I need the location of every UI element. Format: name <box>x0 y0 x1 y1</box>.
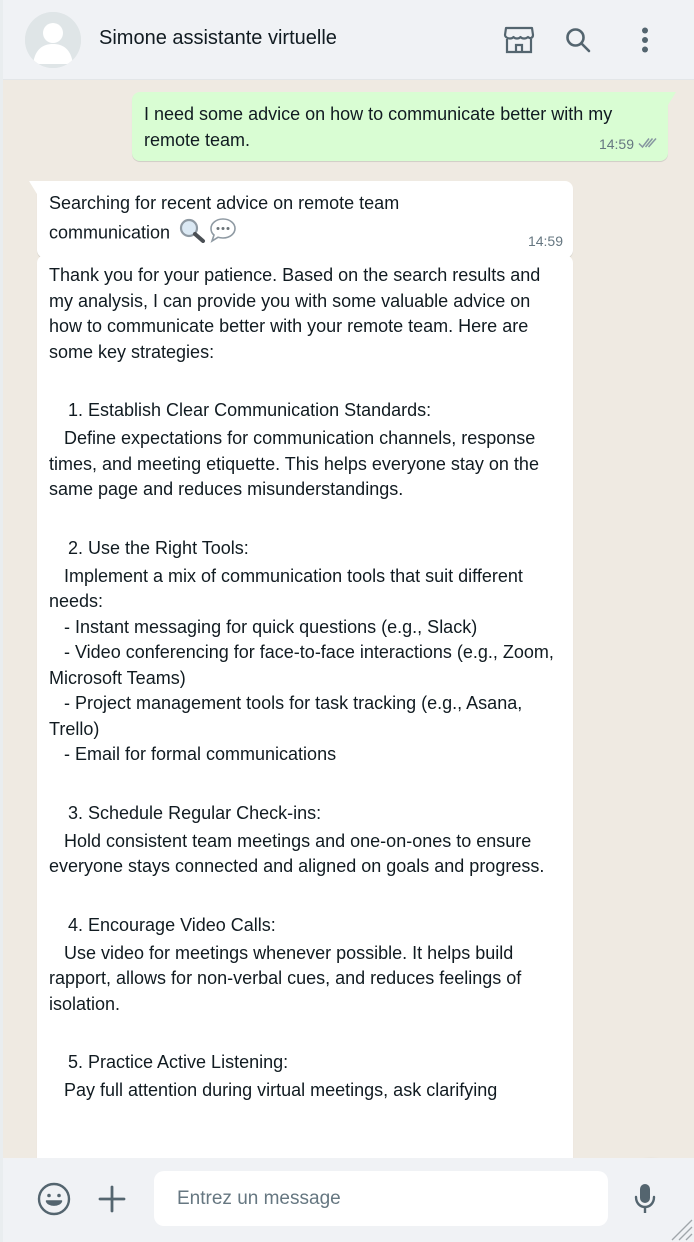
advice-bullet: - Instant messaging for quick questions (e.g., Slack) <box>64 616 478 637</box>
chat-panel[interactable] <box>3 80 694 1158</box>
message-meta <box>528 229 563 255</box>
advice-heading: 5. Practice Active Listening: <box>68 1052 289 1072</box>
store-icon[interactable] <box>501 22 537 58</box>
chat-title[interactable]: Simone assistante virtuelle <box>99 27 337 49</box>
more-vertical-icon[interactable] <box>627 22 663 58</box>
advice-bullet: - Email for formal communications <box>64 744 337 764</box>
incoming-message-searching[interactable] <box>37 181 573 258</box>
advice-intro: Thank you for your patience. Based on the search results and my analysis, I can provide you with some valuable advice on how to communicate better with your remote team. Here are some key strategies: <box>49 265 541 362</box>
magnifier-emoji-icon <box>177 217 207 251</box>
advice-body: Hold consistent team meetings and one-on-ones to ensure everyone stays connected and aligned on goals and progress. <box>49 830 545 876</box>
bubble-tail <box>668 92 676 105</box>
avatar[interactable] <box>25 12 81 68</box>
advice-bullet: - Video conferencing for face-to-face interactions (e.g., Zoom, Microsoft Teams) <box>49 642 554 688</box>
advice-heading: 4. Encourage Video Calls: <box>68 914 276 935</box>
default-avatar-icon <box>25 12 81 68</box>
message-time: 14:59 <box>527 232 563 249</box>
emoji-icon[interactable] <box>34 1179 74 1219</box>
search-icon[interactable] <box>560 22 596 58</box>
microphone-icon[interactable] <box>625 1179 665 1219</box>
chat-header <box>3 0 694 80</box>
message-text: Searching for recent advice on remote team communication <box>49 193 400 242</box>
advice-body: Define expectations for communication channels, response times, and meeting etiquette. This helps everyone stay on the same page and reduces misunderstandings. <box>49 428 539 499</box>
advice-heading: 3. Schedule Regular Check-ins: <box>68 802 322 823</box>
advice-heading: 1. Establish Clear Communication Standards: <box>68 400 432 420</box>
message-input[interactable] <box>154 1171 608 1226</box>
speech-bubble-emoji-icon <box>209 217 237 251</box>
advice-body: Use video for meetings whenever possible. It helps build rapport, allows for non-verbal cues, and reduces feelings of isolation. <box>49 942 522 1014</box>
advice-body: Implement a mix of communication tools that suit different needs: <box>49 565 523 611</box>
double-check-icon <box>638 132 658 158</box>
outgoing-message[interactable] <box>132 92 668 161</box>
advice-body: Pay full attention during virtual meetings, ask clarifying <box>64 1080 498 1100</box>
message-meta <box>599 132 658 158</box>
message-time: 14:59 <box>598 135 634 152</box>
bubble-tail <box>29 181 37 194</box>
plus-icon[interactable] <box>92 1179 132 1219</box>
message-text: I need some advice on how to communicate better with my remote team. <box>144 104 613 150</box>
advice-bullet: - Project management tools for task tracking (e.g., Asana, Trello) <box>49 693 523 739</box>
resize-grip-icon[interactable] <box>668 1216 694 1242</box>
advice-heading: 2. Use the Right Tools: <box>68 537 249 558</box>
message-composer <box>3 1158 694 1242</box>
incoming-message-advice[interactable] <box>37 255 573 1158</box>
